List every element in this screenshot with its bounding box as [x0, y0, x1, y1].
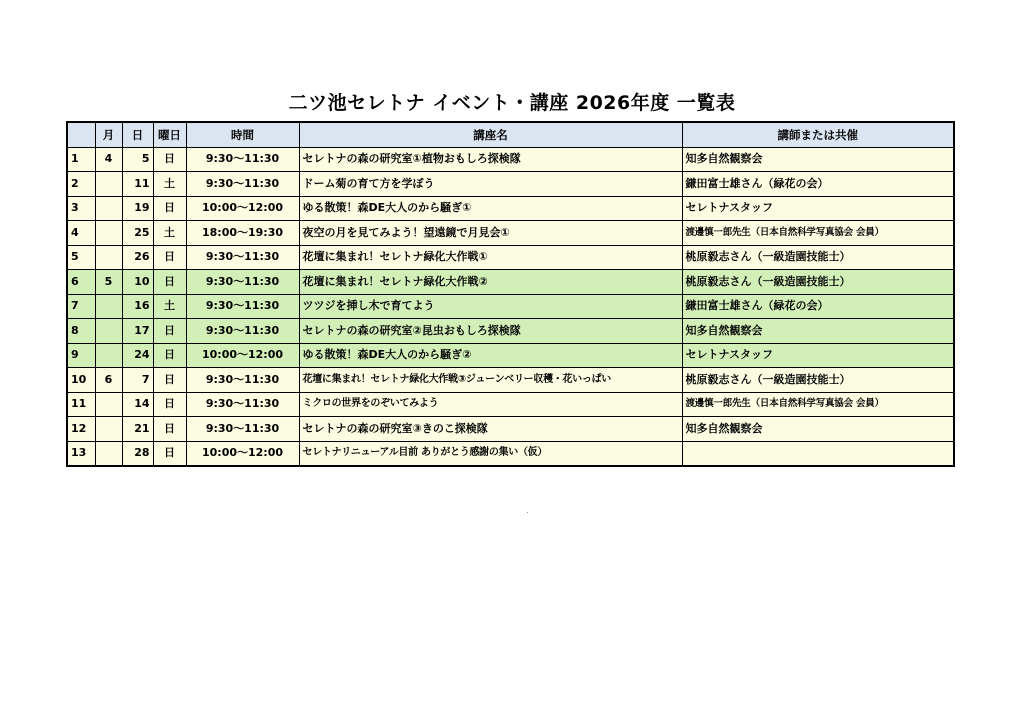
- day-cell: 21: [122, 417, 153, 442]
- day-cell: 28: [122, 441, 153, 466]
- table-row: [67, 319, 954, 344]
- header-time: 時間: [186, 122, 299, 147]
- day-cell: 17: [122, 319, 153, 344]
- row-number: 10: [67, 368, 95, 393]
- day-cell: 10: [122, 270, 153, 295]
- table-row: [67, 417, 954, 442]
- course-name-cell: ゆる散策！森DE大人のから騒ぎ①: [299, 196, 682, 221]
- month-cell: [95, 221, 122, 246]
- table-row: [67, 441, 954, 466]
- instructor-cell: 鎌田富士雄さん（緑花の会）: [682, 172, 954, 197]
- time-cell: 9:30～11:30: [186, 245, 299, 270]
- row-number: 8: [67, 319, 95, 344]
- course-name-cell: ミクロの世界をのぞいてみよう: [299, 392, 682, 417]
- weekday-cell: 土: [153, 221, 186, 246]
- time-cell: 9:30～11:30: [186, 147, 299, 172]
- course-name-cell: セレトナの森の研究室②昆虫おもしろ探検隊: [299, 319, 682, 344]
- page-title: 二ツ池セレトナ イベント・講座 2026年度 一覧表: [288, 92, 736, 114]
- weekday-cell: 土: [153, 294, 186, 319]
- weekday-cell: 日: [153, 368, 186, 393]
- course-name-cell: ゆる散策！森DE大人のから騒ぎ②: [299, 343, 682, 368]
- instructor-cell: 渡邊慎一郎先生（日本自然科学写真協会 会員）: [682, 221, 954, 246]
- stray-dot: [527, 512, 528, 513]
- header-weekday: 曜日: [153, 122, 186, 147]
- weekday-cell: 日: [153, 245, 186, 270]
- course-name-cell: セレトナの森の研究室①植物おもしろ探検隊: [299, 147, 682, 172]
- weekday-cell: 日: [153, 196, 186, 221]
- time-cell: 9:30～11:30: [186, 172, 299, 197]
- time-cell: 18:00～19:30: [186, 221, 299, 246]
- time-cell: 10:00～12:00: [186, 441, 299, 466]
- month-cell: [95, 294, 122, 319]
- month-cell: [95, 417, 122, 442]
- day-cell: 7: [122, 368, 153, 393]
- header-month: 月: [95, 122, 122, 147]
- day-cell: 5: [122, 147, 153, 172]
- day-cell: 25: [122, 221, 153, 246]
- row-number: 5: [67, 245, 95, 270]
- instructor-cell: 桃原毅志さん（一級造園技能士）: [682, 270, 954, 295]
- instructor-cell: 知多自然観察会: [682, 319, 954, 344]
- table-row: [67, 245, 954, 270]
- course-name-cell: 花壇に集まれ！セレトナ緑化大作戦②: [299, 270, 682, 295]
- month-cell: 6: [95, 368, 122, 393]
- weekday-cell: 日: [153, 319, 186, 344]
- month-cell: [95, 441, 122, 466]
- header-day: 日: [122, 122, 153, 147]
- course-name-cell: ツツジを挿し木で育てよう: [299, 294, 682, 319]
- month-cell: [95, 172, 122, 197]
- course-name-cell: 花壇に集まれ！セレトナ緑化大作戦③ジューンベリー収穫・花いっぱい: [299, 368, 682, 393]
- table-row: [67, 147, 954, 172]
- instructor-cell: 渡邊慎一郎先生（日本自然科学写真協会 会員）: [682, 392, 954, 417]
- header-instructor: 講師または共催: [682, 122, 954, 147]
- row-number: 2: [67, 172, 95, 197]
- weekday-cell: 土: [153, 172, 186, 197]
- course-name-cell: 花壇に集まれ！セレトナ緑化大作戦①: [299, 245, 682, 270]
- instructor-cell: セレトナスタッフ: [682, 343, 954, 368]
- row-number: 1: [67, 147, 95, 172]
- time-cell: 9:30～11:30: [186, 294, 299, 319]
- time-cell: 9:30～11:30: [186, 319, 299, 344]
- row-number: 13: [67, 441, 95, 466]
- time-cell: 9:30～11:30: [186, 392, 299, 417]
- course-name-cell: セレトナの森の研究室③きのこ探検隊: [299, 417, 682, 442]
- instructor-cell: 桃原毅志さん（一級造園技能士）: [682, 368, 954, 393]
- table-row: [67, 343, 954, 368]
- time-cell: 10:00～12:00: [186, 196, 299, 221]
- month-cell: [95, 245, 122, 270]
- time-cell: 9:30～11:30: [186, 417, 299, 442]
- weekday-cell: 日: [153, 417, 186, 442]
- header-no: [67, 122, 95, 147]
- weekday-cell: 日: [153, 147, 186, 172]
- row-number: 11: [67, 392, 95, 417]
- weekday-cell: 日: [153, 343, 186, 368]
- instructor-cell: [682, 441, 954, 466]
- day-cell: 14: [122, 392, 153, 417]
- instructor-cell: セレトナスタッフ: [682, 196, 954, 221]
- course-name-cell: 夜空の月を見てみよう！望遠鏡で月見会①: [299, 221, 682, 246]
- row-number: 9: [67, 343, 95, 368]
- header-row: [67, 122, 954, 147]
- day-cell: 26: [122, 245, 153, 270]
- day-cell: 16: [122, 294, 153, 319]
- day-cell: 11: [122, 172, 153, 197]
- table-row: [67, 392, 954, 417]
- instructor-cell: 知多自然観察会: [682, 417, 954, 442]
- day-cell: 24: [122, 343, 153, 368]
- instructor-cell: 桃原毅志さん（一級造園技能士）: [682, 245, 954, 270]
- table-row: [67, 196, 954, 221]
- course-name-cell: ドーム菊の育て方を学ぼう: [299, 172, 682, 197]
- header-course: 講座名: [299, 122, 682, 147]
- table-row: [67, 172, 954, 197]
- row-number: 4: [67, 221, 95, 246]
- instructor-cell: 知多自然観察会: [682, 147, 954, 172]
- month-cell: 4: [95, 147, 122, 172]
- month-cell: [95, 392, 122, 417]
- table-row: [67, 221, 954, 246]
- table-row: [67, 294, 954, 319]
- time-cell: 10:00～12:00: [186, 343, 299, 368]
- instructor-cell: 鎌田富士雄さん（緑花の会）: [682, 294, 954, 319]
- month-cell: 5: [95, 270, 122, 295]
- row-number: 3: [67, 196, 95, 221]
- weekday-cell: 日: [153, 441, 186, 466]
- course-name-cell: セレトナリニューアル目前 ありがとう感謝の集い（仮）: [299, 441, 682, 466]
- day-cell: 19: [122, 196, 153, 221]
- weekday-cell: 日: [153, 270, 186, 295]
- row-number: 6: [67, 270, 95, 295]
- weekday-cell: 日: [153, 392, 186, 417]
- row-number: 7: [67, 294, 95, 319]
- table-row: [67, 270, 954, 295]
- month-cell: [95, 319, 122, 344]
- time-cell: 9:30～11:30: [186, 368, 299, 393]
- table-row: [67, 368, 954, 393]
- schedule-table: [66, 121, 955, 467]
- time-cell: 9:30～11:30: [186, 270, 299, 295]
- row-number: 12: [67, 417, 95, 442]
- month-cell: [95, 196, 122, 221]
- month-cell: [95, 343, 122, 368]
